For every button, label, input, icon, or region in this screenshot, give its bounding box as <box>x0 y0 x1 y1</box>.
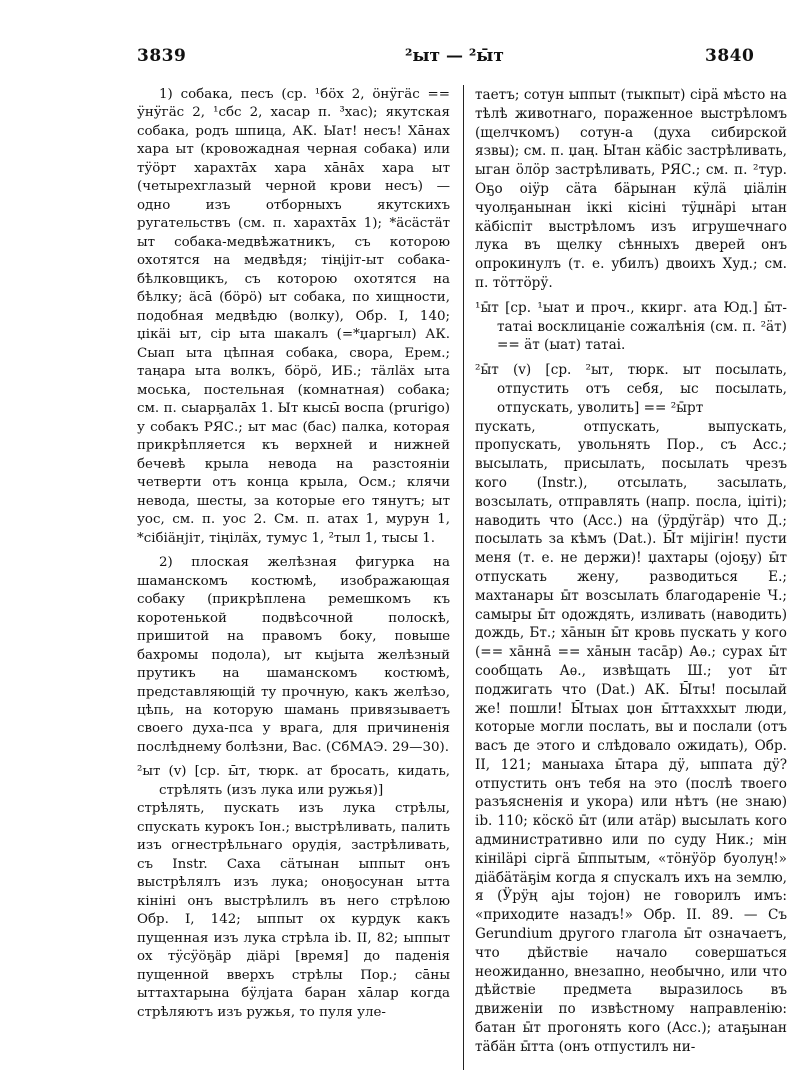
entry-head-yyt2: ²ы̄т (v) [ср. ²ыт, тюрк. ыт посылать, отпустить отъ себя, ыс посылать, отпускать, уволить] == ²ы̄рт <box>475 362 787 416</box>
entry-yt2-definition: стрѣлять, пускать изъ лука стрѣлы, спускать курокъ Іон.; выстрѣливать, палить изъ огнестрѣльнаго орудiя, застрѣливать, съ Instr. Саха сäтынан ыппыт онъ выстрѣлялъ изъ лука; оноҕосунан ытта кiнiнi онъ выстрѣлилъ въ него стрѣлою Обр. I, 142; ыппыт ох курдук какъ пущенная изъ лука стрѣла ib. II, 82; ыппыт ох тӱсӱöҕäр діäрi [время] до паденiя пущенной вверхъ стрѣлы Пор.; сāны ыттахтарына бӱлјата баран хāлар когда стрѣляютъ изъ ружья, то пуля уле- <box>137 801 450 1020</box>
entry-sense-1: 1) собака, песъ (ср. ¹бöх 2, öнӱгäс == ӱнӱгäс 2, ¹сбс 2, хасар п. ³хас); якутская собака, родъ шпица, АК. Ыат! несъ! Хāнах хара ыт (кровожадная черная собака) или тӱöрт харахтāх хара хāнāх хара ыт (четырехглазый черной крови несъ) — одно изъ отборныхъ якутскихъ ругательствъ (см. п. харахтāх 1); *äсäстäт ыт собака-медвѣжатникъ, съ которою охотятся на медвѣдя; тiңiјiт-ыт собака-бѣлковщикъ, съ которою охотятся на бѣлку; äсā (бöрö) ыт собака, по хищности, подобная медвѣдю (волку), Обр. I, 140; џiкäi ыт, сiр ыта шакалъ (=*џаргыл) АК. Сыап ыта цѣпная собака, свора, Ерем.; таңара ыта волкъ, бöрö, ИБ.; тäлläх ыта моська, постельная (комнатная) собака; см. п. сыарҕалāх 1. Ыт кысы̄ воспа (prurigo) у собакъ РЯС.; ыт мас (бас) палка, которая прикрѣпляется къ верхней и нижней бечевѣ крыла невода на разстоянiи четверти отъ конца крыла, Осм.; клячи невода, шесты, за которые его тянутъ; ыт уос, см. п. уос 2. См. п. атах 1, мурун 1, *сiбiäнјiт, тiңiлäх, тумус 1, ²тыл 1, тысы 1. <box>137 87 450 546</box>
left-page-number: 3839 <box>137 46 187 66</box>
entry-head-yyt1: ¹ы̄т [ср. ¹ыат и проч., ккирг. ата Юд.] ы̄т-татаi восклицанiе сожалѣнiя (см. п. ²äт) == äт (ыат) татаi. <box>475 299 787 354</box>
left-column <box>137 86 450 1022</box>
running-title: ²ыт — ²ы̄т <box>405 46 504 66</box>
column-divider <box>463 85 464 1070</box>
right-column <box>475 86 787 1057</box>
page-header <box>0 40 800 70</box>
entry-sense-2: 2) плоская желѣзная фигурка на шаманскомъ костюмѣ, изображающая собаку (прикрѣплена ремешкомъ къ коротенькой подвѣсочной полоскѣ, пришитой на правомъ боку, повыше бахромы подола), ыт кыјыта желѣзный прутикъ на шаманскомъ костюмѣ, представляющiй ту прочную, какъ желѣзо, цѣпь, на которую шамань привязываетъ своего духа-пса у врага, для причиненiя послѣднему болѣзни, Вас. (СбМАЭ. 29—30). <box>137 555 450 755</box>
right-page-number: 3840 <box>705 46 755 66</box>
entry-yyt2-definition: пускать, отпускать, выпускать, пропускать, увольнять Пор., съ Acc.; высылать, присылать, посылать чрезъ кого (Instr.), отсылать, засылать, возсылать, отправлять (напр. посла, iџiтi); наводить что (Acc.) на (ӱрдӱгäр) что Д.; посылать за кѣмъ (Dat.). Ы̄т мiјiгiн! пусти меня (т. е. не держи)! џахтары (ојоҕу) ы̄т отпускать жену, разводиться Е.; махтанары ы̄т возсылать благодаренiе Ч.; самыры ы̄т одождять, изливать (наводить) дождь, Бт.; хāнын ы̄т кровь пускать у кого (== хāннā == хāнын тасāр) Аѳ.; сурах ы̄т сообщать Аѳ., извѣщать Ш.; уот ы̄т поджигать что (Dat.) АК. Ы̄ты! посылай же! пошли! Ы̄тыах џон ы̄ттахххыт люди, которые могли послать, вы и послали (отъ васъ де этого и слѣдовало ожидать), Обр. II, 121; маныаха ы̄тара дӱ, ыппата дӱ? отпустить онъ тебя на это (послѣ твоего разъясненiя и укора) или нѣтъ (не знаю) ib. 110; кöскö ы̄т (или атäр) высылать кого административно или по суду Ник.; мiн кiнiläрi сiргä ы̄ппытым, «тöнӱöр буолуң!» дiäбäтäҕiм когда я спускалъ ихъ на землю, я (Ӱрӱң аjы тојон) не говорилъ имъ: «приходите назадъ!» Обр. II. 89. — Съ Gerundium другого глагола ы̄т означаетъ, что дѣйствiе начало совершаться неожиданно, внезапно, необычно, или что дѣйствiе предмета выразилось въ движенiи по извѣстному направленiю: батан ы̄т прогонять кого (Acc.); атаҕынан тäбäн ы̄тта (онъ отпустилъ ни- <box>475 418 787 1055</box>
entry-yt2-continued: таетъ; сотун ыппыт (тыкпыт) сiрä мѣсто на тѣлѣ животнаго, пораженное выстрѣломъ (щелчкомъ) сотун-а (духа сибирской язвы); см. п. џаң. Ытан кäбiс застрѣливать, ыган öлöр застрѣливать, РЯС.; см. п. ²тур. Оҕо оiӱр сäта бäрынан кӱлä џiäлiн чуолҕанынан iккi кiсiнi тӱџнäрi ытан кäбiспiт выстрѣломъ изъ игрушечнаго лука въ щелку сѣнныхъ дверей онъ опрокинулъ (т. е. убилъ) двоихъ Худ.; см. п. тöттöрӱ. <box>475 87 787 291</box>
entry-head-yt2: ²ыт (v) [ср. ы̄т, тюрк. ат бросать, кидать, стрѣлять (изъ лука или ружья)] <box>137 764 450 798</box>
